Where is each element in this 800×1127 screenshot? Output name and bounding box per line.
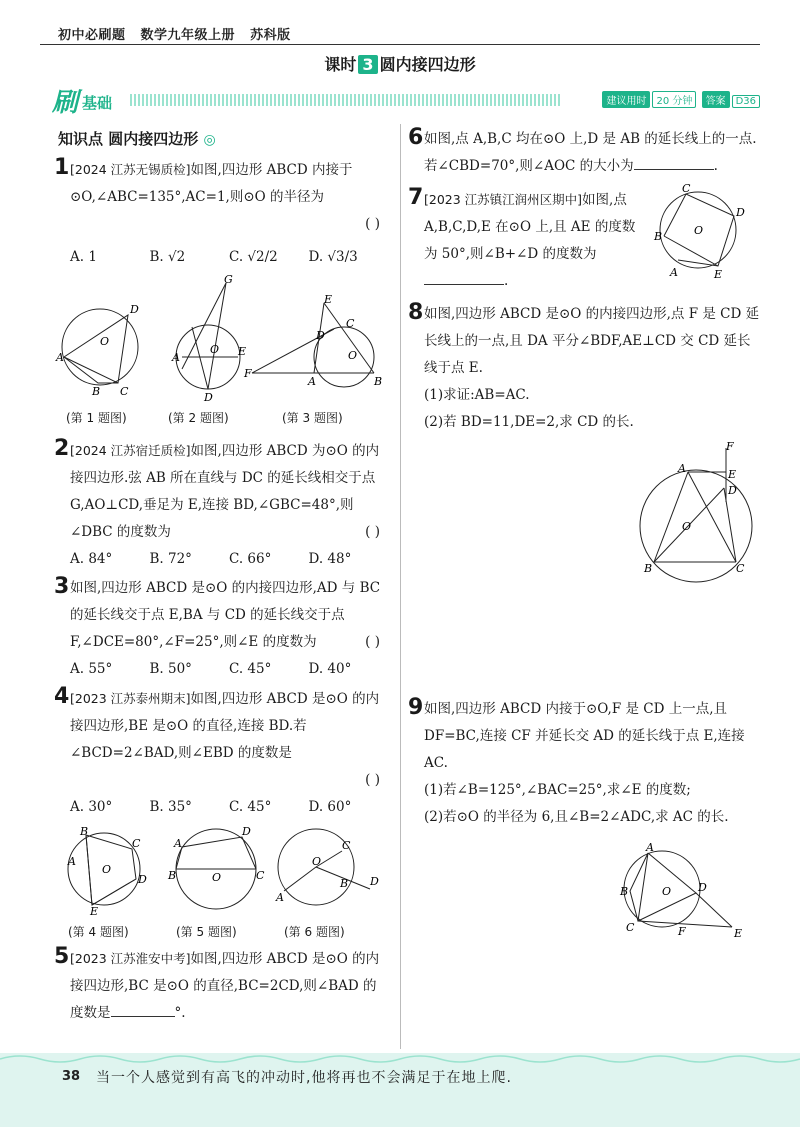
options: [70, 546, 388, 573]
svg-text:D: D: [316, 329, 325, 342]
svg-text:F: F: [244, 367, 252, 380]
option-c: C. 45°: [229, 661, 272, 677]
question-text: 如图,四边形 ABCD 为⊙O 的内接四边形.弦 AB 所在直线与 DC 的延长线相交于点 G,AO⊥CD,垂足为 E,连接 BD,∠GBC=48°,则∠DBC 的度数为: [70, 443, 380, 540]
option-b: B. 50°: [149, 661, 192, 677]
options: [70, 656, 388, 683]
svg-text:E: E: [734, 927, 743, 940]
knowledge-point-title: [58, 126, 388, 154]
svg-text:A: A: [308, 375, 316, 388]
question-text: 如图,四边形 ABCD 内接于⊙O,∠ABC=135°,AC=1,则⊙O 的半径为: [70, 162, 353, 205]
figure-row-1: [56, 273, 388, 437]
question-text: 如图,四边形 ABCD 内接于⊙O,F 是 CD 上一点,且 DF=BC,连接 CF 并延长交 AD 的延长线于点 E,连接 AC.: [424, 701, 745, 771]
question-text: 如图,四边形 ABCD 是⊙O 的内接四边形,BE 是⊙O 的直径,连接 BD.若∠BCD=2∠BAD,则∠EBD 的度数是: [70, 691, 380, 761]
svg-text:B: B: [374, 375, 383, 388]
question-number: 1: [54, 155, 70, 180]
question-number: 4: [54, 684, 70, 709]
figure-5-caption: (第 5 题图): [176, 925, 237, 939]
book-name: 初中必刷题: [58, 28, 126, 43]
svg-text:B: B: [80, 825, 89, 838]
svg-text:O: O: [312, 855, 322, 868]
svg-text:E: E: [324, 293, 333, 306]
svg-text:D: D: [736, 206, 745, 219]
svg-text:D: D: [130, 303, 139, 316]
answer-paren: ( ): [365, 772, 380, 788]
band-jichu: 基础: [82, 94, 113, 112]
question-number: 7: [408, 185, 424, 210]
question-source: [2023 江苏淮安中考]: [70, 951, 191, 966]
svg-text:B: B: [168, 869, 177, 882]
figure-6-caption: (第 6 题图): [284, 925, 345, 939]
question-tail: .: [713, 158, 718, 174]
svg-text:A: A: [174, 837, 182, 850]
svg-text:D: D: [242, 825, 251, 838]
svg-text:C: C: [120, 385, 129, 398]
svg-text:B: B: [92, 385, 101, 398]
figure-6: [270, 821, 380, 916]
figure-2-caption: (第 2 题图): [168, 411, 229, 425]
svg-text:G: G: [224, 273, 233, 286]
time-label: 建议用时: [602, 91, 650, 108]
question-number: 6: [408, 125, 424, 150]
lesson-title: 圆内接四边形: [379, 55, 476, 74]
question-text: 如图,点 A,B,C 均在⊙O 上,D 是 AB 的延长线上的一点.若∠CBD=70°,则∠AOC 的大小为: [424, 131, 757, 174]
knowledge-point-text: 知识点 圆内接四边形: [58, 130, 199, 148]
question-7: [408, 182, 762, 295]
question-4: [54, 684, 388, 821]
figure-9: [612, 841, 752, 941]
svg-text:O: O: [662, 885, 672, 898]
book-subject: 数学九年级上册: [140, 28, 236, 43]
svg-text:C: C: [256, 869, 265, 882]
footer-wave: [0, 1053, 800, 1065]
option-a: A. 30°: [70, 799, 113, 815]
target-icon: ◎: [203, 132, 216, 148]
options: [70, 244, 388, 271]
svg-text:E: E: [90, 905, 99, 918]
option-c: C. 66°: [229, 551, 272, 567]
band-shua: 刷: [52, 88, 79, 118]
question-2: [54, 436, 388, 573]
question-text: 如图,四边形 ABCD 是⊙O 的内接四边形,BC 是⊙O 的直径,BC=2CD,则∠BAD 的度数是: [70, 951, 380, 1021]
page-number: 38: [62, 1069, 81, 1084]
svg-text:B: B: [654, 230, 663, 243]
question-6: [408, 125, 762, 180]
book-header: [58, 24, 301, 43]
page-footer: [0, 1053, 800, 1127]
question-source: [2024 江苏无锡质检]: [70, 162, 191, 177]
option-d: D. 48°: [308, 551, 352, 567]
column-divider: [400, 124, 401, 1049]
option-b: B. √2: [149, 249, 186, 265]
question-number: 3: [54, 574, 70, 599]
figure-2: [168, 273, 248, 404]
svg-text:E: E: [728, 468, 737, 481]
question-tail: .: [504, 273, 509, 289]
figure-3: [244, 293, 384, 397]
svg-text:O: O: [100, 335, 110, 348]
svg-text:F: F: [726, 440, 734, 453]
question-number: 9: [408, 695, 424, 720]
answer-page: D36: [732, 95, 760, 108]
question-text: 如图,四边形 ABCD 是⊙O 的内接四边形,AD 与 BC 的延长线交于点 E,BA 与 CD 的延长线交于点 F,∠DCE=80°,∠F=25°,则∠E 的度数为: [70, 580, 381, 650]
option-c: C. √2/2: [229, 249, 278, 265]
svg-text:F: F: [678, 925, 686, 938]
svg-text:A: A: [678, 462, 686, 475]
question-tail: °.: [174, 1005, 186, 1021]
svg-text:A: A: [670, 266, 678, 279]
svg-text:A: A: [56, 351, 64, 364]
svg-text:A: A: [276, 891, 284, 904]
question-source: [2023 江苏泰州期末]: [70, 691, 191, 706]
svg-text:D: D: [204, 391, 213, 404]
answer-label: 答案: [702, 91, 730, 108]
answer-blank[interactable]: [424, 271, 504, 285]
figure-4-caption: (第 4 题图): [68, 925, 129, 939]
svg-text:E: E: [238, 345, 247, 358]
svg-text:O: O: [210, 343, 220, 356]
option-a: A. 1: [70, 249, 97, 265]
svg-text:O: O: [682, 520, 692, 533]
header-rule: [40, 44, 760, 45]
question-source: [2023 江苏镇江润州区期中]: [424, 192, 583, 207]
svg-text:C: C: [132, 837, 141, 850]
option-a: A. 84°: [70, 551, 113, 567]
sub-question-1: (1)求证:AB=AC.: [424, 387, 530, 403]
svg-text:A: A: [68, 855, 76, 868]
svg-text:C: C: [682, 182, 691, 195]
svg-text:C: C: [342, 839, 351, 852]
answer-paren: ( ): [365, 634, 380, 650]
option-b: B. 35°: [149, 799, 192, 815]
figure-3-caption: (第 3 题图): [282, 411, 343, 425]
footer-motto: 当一个人感觉到有高飞的冲动时,他将再也不会满足于在地上爬.: [96, 1070, 512, 1086]
svg-text:C: C: [626, 921, 635, 934]
option-d: D. √3/3: [308, 249, 358, 265]
option-b: B. 72°: [149, 551, 192, 567]
option-d: D. 60°: [308, 799, 352, 815]
question-source: [2024 江苏宿迁质检]: [70, 443, 191, 458]
question-1: [54, 155, 388, 271]
figure-4: [62, 825, 152, 918]
answer-blank[interactable]: [111, 1003, 175, 1017]
question-number: 2: [54, 436, 70, 461]
option-c: C. 45°: [229, 799, 272, 815]
figure-row-2: [58, 821, 388, 939]
question-number: 5: [54, 944, 70, 969]
time-value: 20 分钟: [652, 91, 696, 108]
svg-text:B: B: [340, 877, 349, 890]
figure-5: [168, 821, 263, 916]
answer-blank[interactable]: [634, 156, 714, 170]
answer-paren: ( ): [365, 216, 380, 232]
option-a: A. 55°: [70, 661, 113, 677]
svg-text:C: C: [736, 562, 745, 575]
svg-text:B: B: [620, 885, 629, 898]
answer-space-8[interactable]: [412, 436, 762, 684]
time-info: [600, 91, 760, 108]
option-d: D. 40°: [308, 661, 352, 677]
svg-text:D: D: [698, 881, 707, 894]
figure-1-caption: (第 1 题图): [66, 411, 127, 425]
sub-question-2: (2)若⊙O 的半径为 6,且∠B=2∠ADC,求 AC 的长.: [424, 809, 729, 825]
answer-paren: ( ): [365, 524, 380, 540]
section-band: [52, 86, 760, 118]
question-3: [54, 574, 388, 683]
svg-text:O: O: [694, 224, 704, 237]
figure-8: [632, 442, 762, 592]
svg-text:E: E: [714, 268, 723, 281]
answer-space-9[interactable]: [412, 831, 762, 951]
svg-text:D: D: [138, 873, 147, 886]
figure-1: [58, 297, 148, 397]
sub-question-1: (1)若∠B=125°,∠BAC=25°,求∠E 的度数;: [424, 782, 691, 798]
left-column: [54, 126, 388, 1027]
svg-text:O: O: [348, 349, 358, 362]
figure-7: [648, 182, 748, 282]
svg-text:O: O: [212, 871, 222, 884]
question-number: 8: [408, 300, 424, 325]
question-5: [54, 944, 388, 1027]
lesson-label: 课时: [324, 55, 357, 74]
book-edition: 苏科版: [250, 28, 291, 43]
band-stripes: [130, 94, 560, 106]
options: [70, 794, 388, 821]
svg-text:A: A: [172, 351, 180, 364]
svg-text:C: C: [346, 317, 355, 330]
svg-text:D: D: [370, 875, 379, 888]
right-column: [408, 125, 762, 951]
question-text: 如图,点 A,B,C,D,E 在⊙O 上,且 AE 的度数为 50°,则∠B+∠D 的度数为: [424, 192, 636, 262]
question-9: [408, 695, 762, 831]
question-text: 如图,四边形 ABCD 是⊙O 的内接四边形,点 F 是 CD 延长线上的一点,且 DA 平分∠BDF,AE⊥CD 交 CD 延长线于点 E.: [424, 306, 760, 376]
sub-question-2: (2)若 BD=11,DE=2,求 CD 的长.: [424, 414, 634, 430]
question-8: [408, 300, 762, 436]
svg-text:A: A: [646, 841, 654, 854]
page-title: [0, 52, 800, 75]
svg-text:D: D: [728, 484, 737, 497]
svg-text:O: O: [102, 863, 112, 876]
lesson-number-badge: 3: [358, 55, 377, 74]
svg-text:B: B: [644, 562, 653, 575]
